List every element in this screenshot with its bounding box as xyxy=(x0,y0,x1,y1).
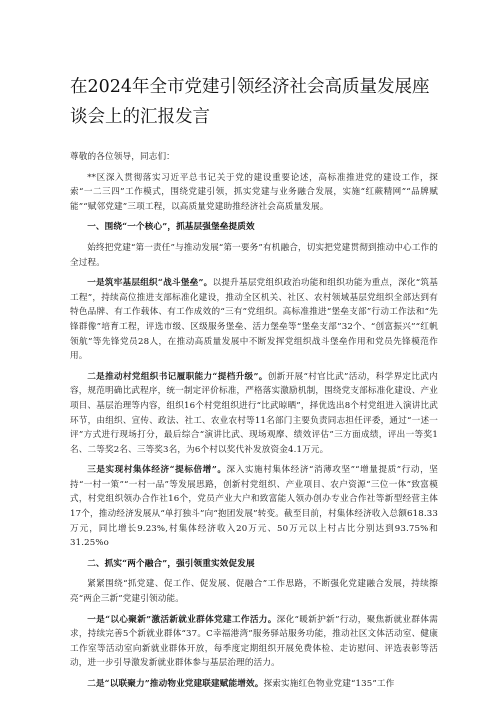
salutation: 尊敬的各位领导，同志们： xyxy=(70,152,175,162)
section2-item2-lead: 二是“以联聚力”推动物业党建联建赋能增效。 xyxy=(87,679,264,689)
section1-item3 xyxy=(70,463,438,551)
section1-item2 xyxy=(70,370,438,458)
document-title: 在2024年全市党建引领经济社会高质量发展座谈会上的汇报发言 xyxy=(70,77,430,127)
section2-item1 xyxy=(70,613,438,671)
section1-item1 xyxy=(70,276,438,364)
section2-item2-text: 探索实施红色物业党建“135”工作 xyxy=(263,679,395,689)
section1-item3-lead: 三是实现村集体经济“提标倍增”。 xyxy=(87,465,227,476)
section1-item1-text: 以提升基层党组织政治功能和组织功能为重点，深化“筑基工程”，持续高位推进支部标准化建设，推动全区机关、社区、农村领域基层党组织全部达到有特色品牌、有工作载体、有工作成效的“三有”党组织。高标准推进“堡垒支部”行动工作法和“先锋群像”培育工程，评选市级、区级服务堡垒、活力堡垒等“堡垒支部”32个、“创富振兴”“红帆领航”等先锋党员28人，在推动高质量发展中不断发挥党组织战斗堡垒作用和党员先锋模范作用。 xyxy=(70,278,439,362)
section2-item1-lead: 一是“以心聚新”激活新就业群体党建工作活力。 xyxy=(87,614,277,625)
section1-item2-text: 创新开展“村官比武”活动，科学界定比武内容，规范明确比武程序，统一制定评价标准，严格落实激励机制，围绕党支部标准化建设、产业项目、基层治理等内容，组织16个村党组织进行“比武晾晒”，择优选出8个村党组进入演讲比武环节，由组织、宣传、政法、社工、农业农村等11名部门主要负责同志担任评委，通过“一述一评”方式进行现场打分，最后综合“演讲比武、现场观摩、绩效评估”三方面成绩，评出一等奖1名、二等奖2名、三等奖3名，为6个村以奖代补发放资金4.1万元。 xyxy=(70,371,438,455)
section1-item3-text: 深入实施村集体经济“消薄攻坚”“增量提质”行动，坚持“一村一策”“一村一品”等发展思路，创新村党组织、产业项目、农户资源“三位一体”致富模式，村党组织领办合作社16个，党员产业大户和致富能人领办创办专业合作社等新型经营主体17个，推动经济发展从“单打独斗”向“抱团发展”转变。截至目前，村集体经济收入总额618.33万元，同比增长9.23%,村集体经济收入20万元、50万元以上村占比分别达到93.75%和31.25%o xyxy=(70,465,438,549)
section2-paragraph: 紧紧围绕“抓党建、促工作、促发展、促融合”工作思路，不断强化党建融合发展，持续擦亮“两企三新”党建引领动能。 xyxy=(70,579,438,605)
section1-item2-lead: 二是推动村党组织书记履职能力“提档升级”。 xyxy=(87,371,268,382)
section1-heading: 一、围绕“一个核心”，抓基层强堡垒提质效 xyxy=(87,222,255,233)
section2-item2 xyxy=(70,677,438,692)
section1-paragraph: 始终把党建“第一责任”与推动发展“第一要务”有机融合，切实把党建贯彻到推动中心工作的全过程。 xyxy=(70,242,438,268)
section1-item1-lead: 一是筑牢基层组织“战斗堡垒”。 xyxy=(87,278,213,289)
intro-paragraph: **区深入贯彻落实习近平总书记关于党的建设重要论述，高标准推进党的建设工作，探索“一二三四”工作模式，围绕党建引领，抓实党建与业务融合发展，实施“红蕨精网”“品牌赋能”“赋邻党建”三项工程，以高质量党建助推经济社会高质量发展。 xyxy=(70,172,438,212)
section2-item1-text: 深化“暖新护新”行动，聚焦新就业群体需求，持续完善5个新就业群体“37。C幸福港湾”服务驿站服务功能，推动社区文体活动室、健康工作室等活动室向新就业群体开放，每季度定期组织开展免费体检、走访慰问、评选表彰等活动，进一步引导激发新就业群体参与基层治理的活力。 xyxy=(70,614,439,669)
section2-heading: 二、抓实“两个融合”，强引领重实效促发展 xyxy=(87,558,255,569)
document-body xyxy=(70,150,438,692)
